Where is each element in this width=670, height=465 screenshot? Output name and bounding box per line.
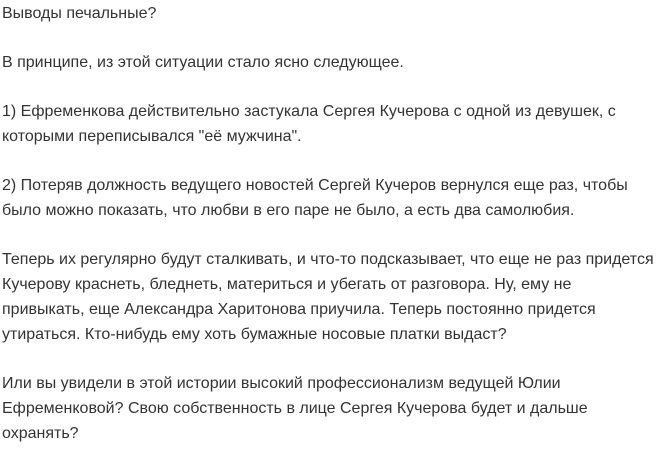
paragraph-intro-question: Выводы печальные? xyxy=(2,5,157,22)
paragraph-summary-lead: В принципе, из этой ситуации стало ясно следующее. xyxy=(2,54,404,71)
paragraph-point-2: 2) Потеряв должность ведущего новостей Сергей Кучеров вернулся еще раз, чтобы было можно показать, что любви в его паре не было, а есть два самолюбия. xyxy=(2,177,628,219)
paragraph-commentary: Теперь их регулярно будут сталкивать, и что-то подсказывает, что еще не раз придется Кучерову краснеть, бледнеть, материться и убегать от разговора. Ну, ему не привыкать, еще Александра Харитонова приучила. Теперь постоянно придется утираться. Кто-нибудь ему хоть бумажные носовые платки выдаст? xyxy=(2,251,654,343)
paragraph-closing-question: Или вы увидели в этой истории высокий профессионализм ведущей Юлии Ефременковой? Свою собственность в лице Сергея Кучерова будет и дальше охранять? xyxy=(2,375,588,442)
paragraph-point-1: 1) Ефременкова действительно застукала Сергея Кучерова с одной из девушек, с которыми переписывался "её мужчина". xyxy=(2,103,616,145)
